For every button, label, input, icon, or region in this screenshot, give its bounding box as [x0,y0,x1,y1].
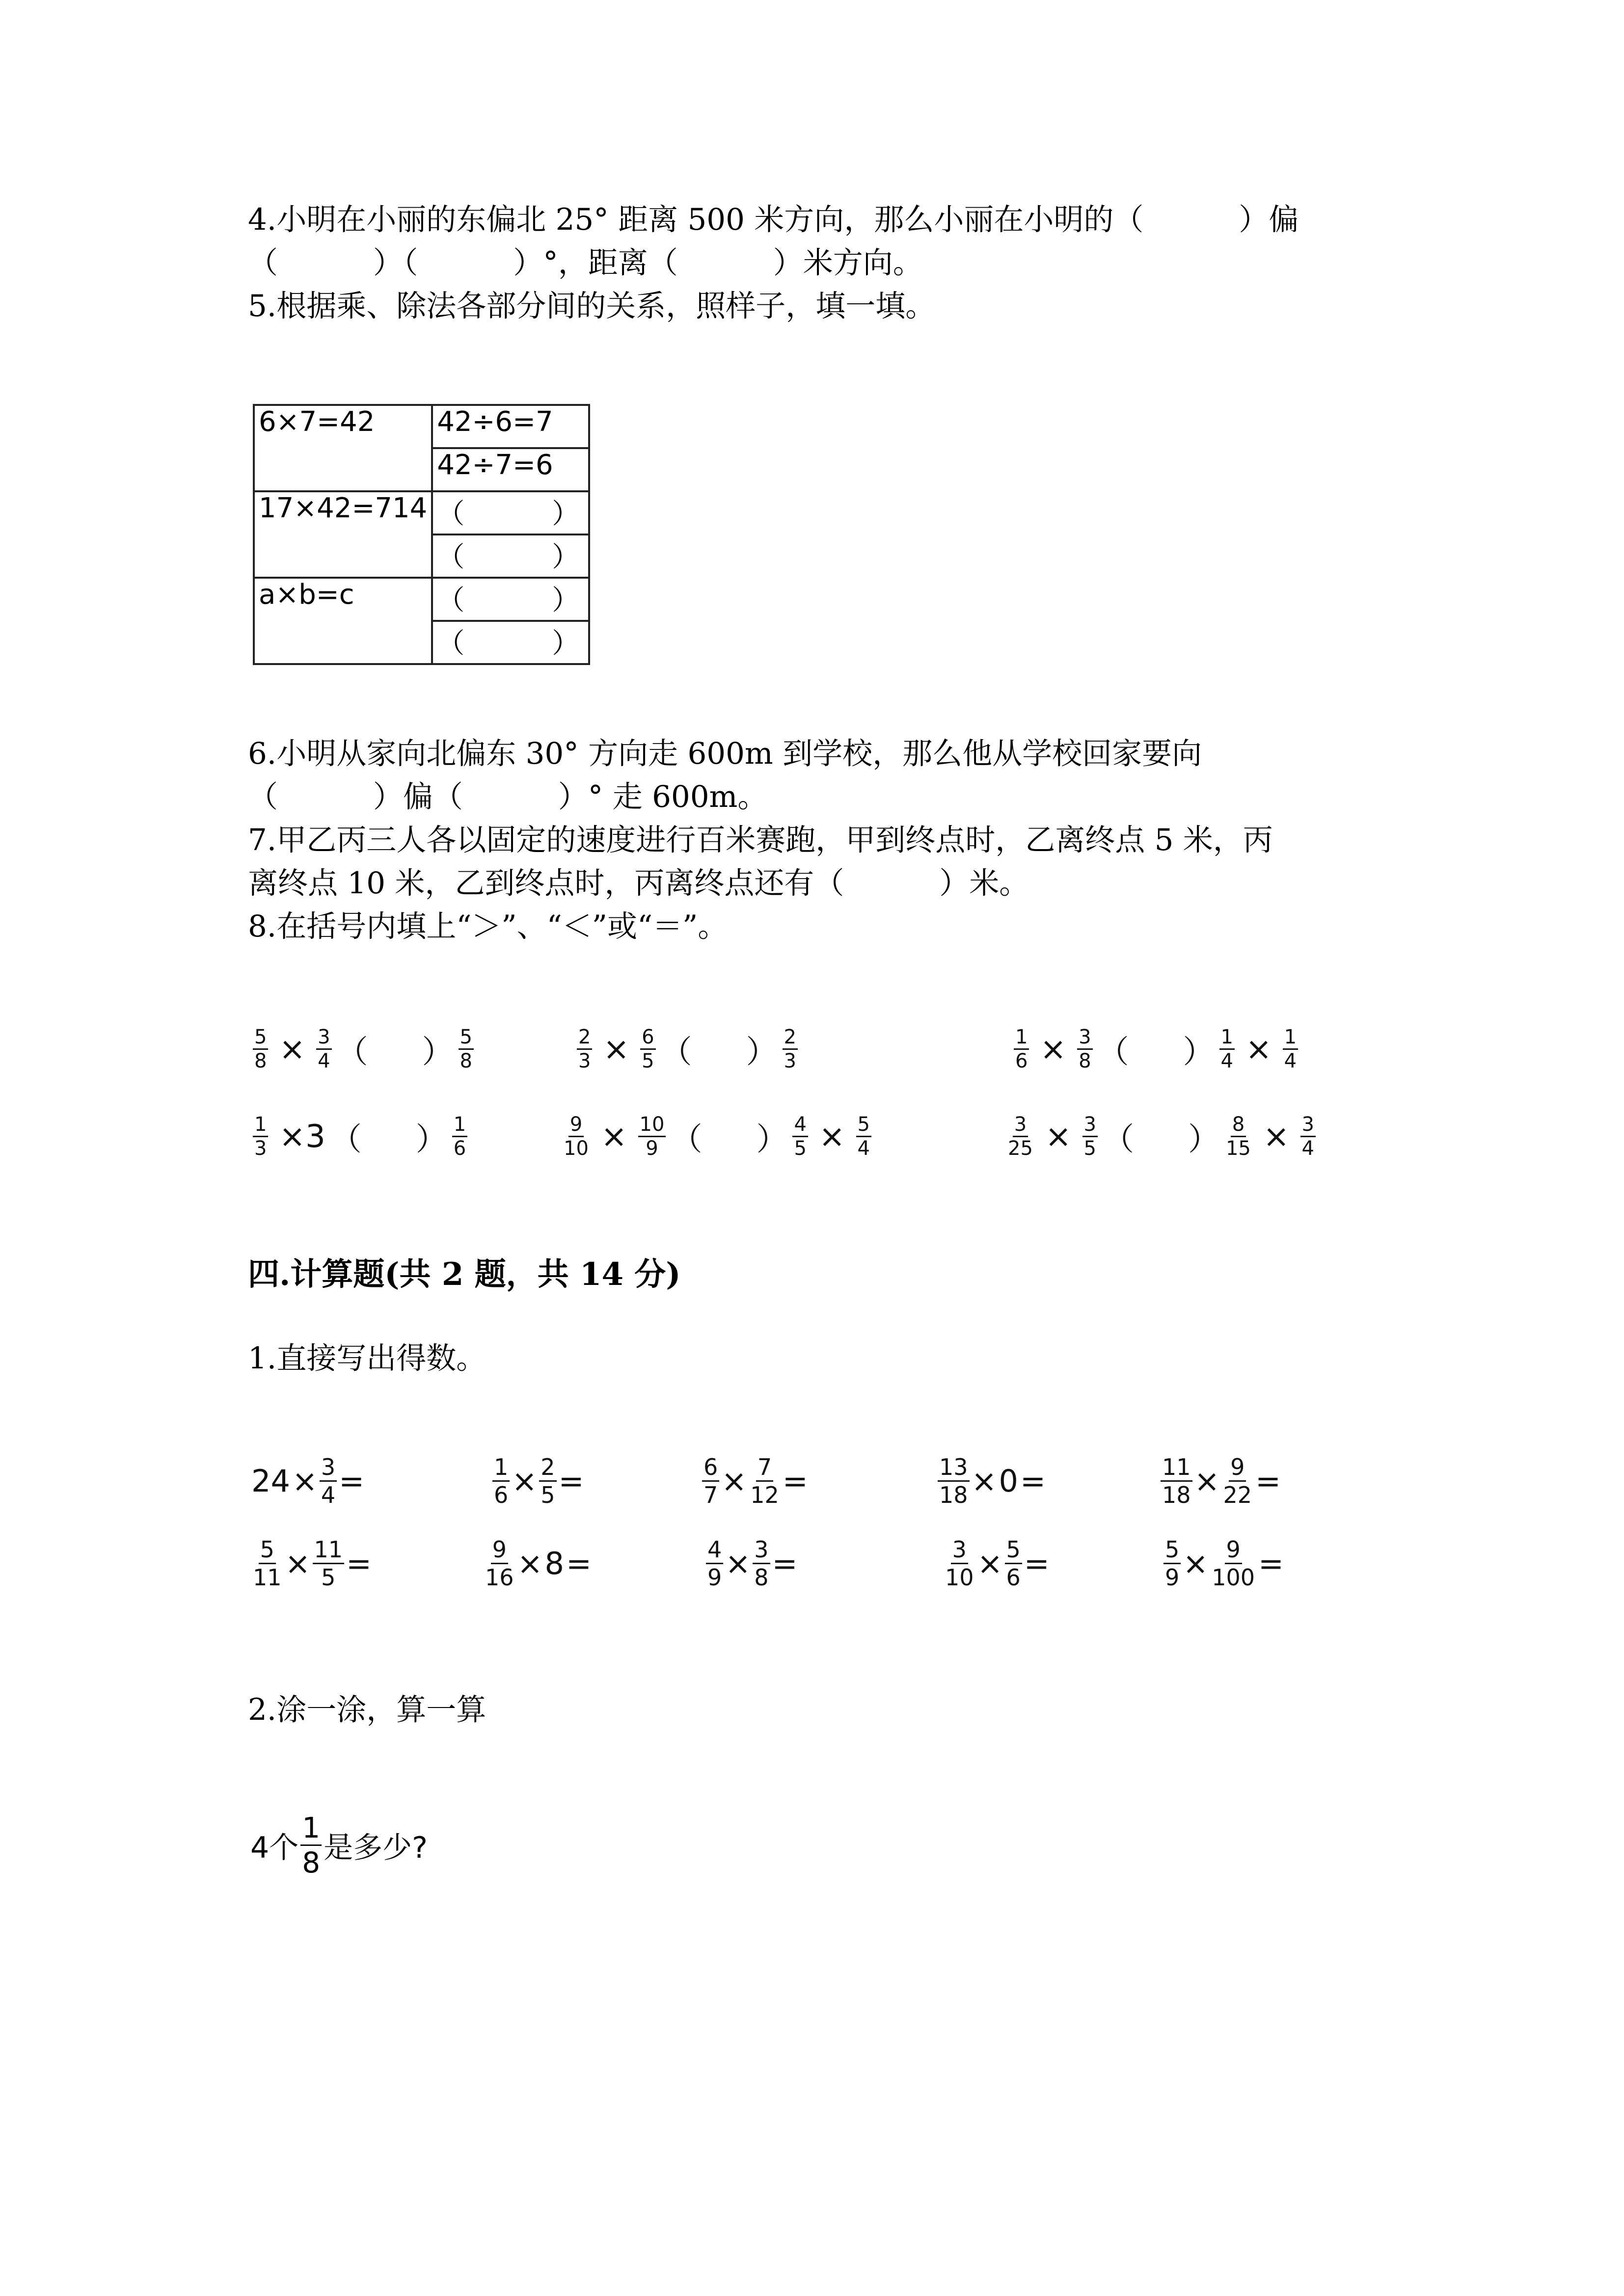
compare-item: $\frac{1}{6}$ × $\frac{3}{8}$ （ ） $\frac{1}{4}$ × $\frac{1}{4}$ [1014,1026,1298,1072]
calc-item: $\frac{4}{9}$ × $\frac{3}{8}$ = [706,1536,799,1591]
q8-text: 8.在括号内填上“＞”、“＜”或“＝”。 [248,909,728,944]
answer-blank[interactable]: （ ） [432,534,589,578]
q5-text: 5.根据乘、除法各部分间的关系，照样子，填一填。 [248,289,936,323]
calc1-text: 1.直接写出得数。 [248,1341,487,1376]
calc-item: $\frac{5}{9}$ × $\frac{9}{100}$ = [1164,1536,1286,1591]
calc-item: 24 × $\frac{3}{4}$ = [251,1454,365,1508]
calc-item: $\frac{3}{10}$ × $\frac{5}{6}$ = [945,1536,1050,1591]
compare-item: $\frac{5}{8}$ × $\frac{3}{4}$ （ ） 5 8 [253,1026,474,1072]
calc2-text: 2.涂一涂，算一算 [248,1692,487,1727]
table-cell-left: a×b=c [254,578,432,664]
answer-blank[interactable]: （ ） [432,491,589,534]
calc-item: $\frac{11}{18}$ × $\frac{9}{22}$ = [1161,1454,1283,1508]
table-cell-left: 17×42=714 [254,491,432,578]
q6-line1: 6.小明从家向北偏东 30° 方向走 600m 到学校，那么他从学校回家要向 [248,736,1202,771]
compare-item: $\frac{3}{25}$ × $\frac{3}{5}$ （ ） $\frac{8}{15}$ × $\frac{3}{4}$ [1006,1113,1316,1160]
compare-item: $\frac{2}{3}$ × $\frac{6}{5}$ （ ） 2 3 [577,1026,798,1072]
q4-line2: （ ）（ ）°，距离（ ）米方向。 [248,245,923,280]
section-heading: 四.计算题(共 2 题，共 14 分) [248,1256,681,1293]
table-cell-right: 42÷7=6 [432,448,589,491]
calc-item: $\frac{13}{18}$ × 0 = [938,1454,1048,1508]
calc-item: $\frac{9}{16}$ × 8 = [485,1536,592,1591]
table-cell-right: 42÷6=7 [432,405,589,448]
compare-item: $\frac{1}{3}$ ×3 （ ） 1 6 [253,1113,467,1160]
compare-item: $\frac{9}{10}$ × $\frac{10}{9}$ （ ） $\frac{4}{5}$ × $\frac{5}{4}$ [562,1113,871,1160]
calc-item: $\frac{6}{7}$ × $\frac{7}{12}$ = [702,1454,810,1508]
shading-question: 4个 1 8 是多少? [250,1811,428,1879]
table-cell-left: 6×7=42 [254,405,432,491]
relationship-table [253,404,590,665]
calc-item: $\frac{5}{11}$ × $\frac{11}{5}$ = [253,1536,372,1591]
answer-blank[interactable]: （ ） [432,578,589,621]
calc-item: $\frac{1}{6}$ × $\frac{2}{5}$ = [492,1454,586,1508]
q7-line1: 7.甲乙丙三人各以固定的速度进行百米赛跑，甲到终点时，乙离终点 5 米，丙 [248,823,1273,857]
q7-line2: 离终点 10 米，乙到终点时，丙离终点还有（ ）米。 [248,866,1029,901]
answer-blank[interactable]: （ ） [432,621,589,664]
q4-line1: 4.小明在小丽的东偏北 25° 距离 500 米方向，那么小丽在小明的（ ）偏 [248,202,1299,237]
q6-line2: （ ）偏（ ）° 走 600m。 [248,779,768,814]
